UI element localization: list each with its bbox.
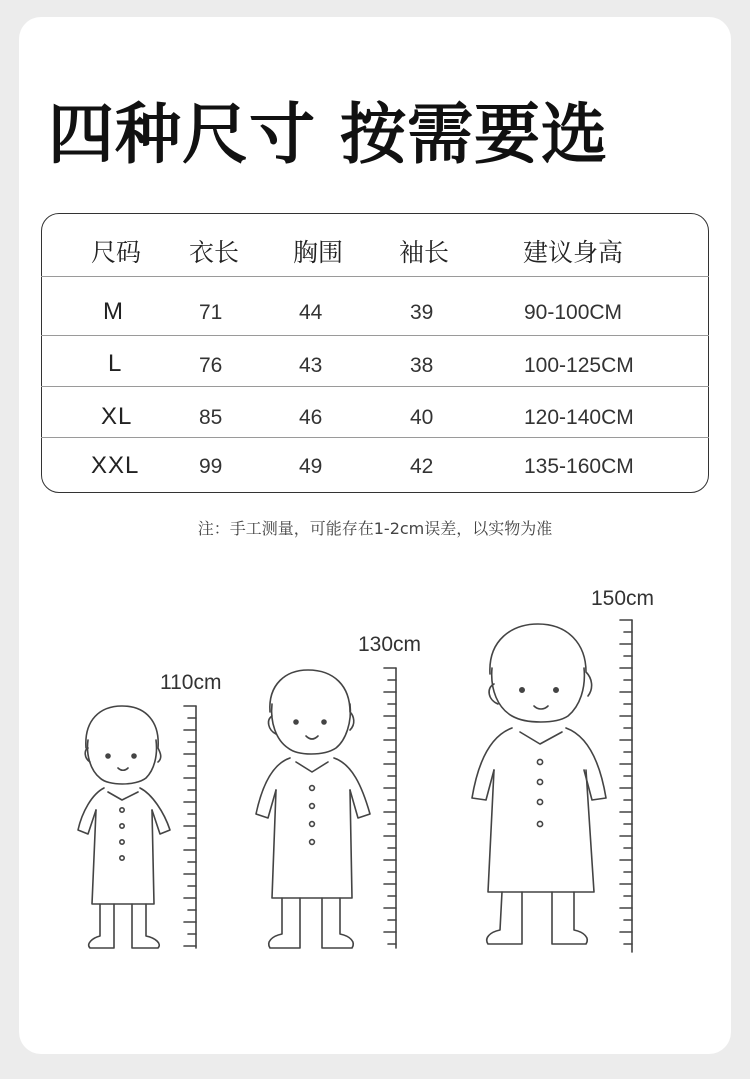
table-cell: 90-100CM (524, 301, 623, 324)
child-figure-large (472, 624, 606, 944)
table-cell: 42 (410, 455, 434, 478)
table-cell: 39 (410, 301, 434, 324)
table-cell: 38 (410, 354, 434, 377)
table-cell: 120-140CM (524, 406, 634, 429)
table-cell: 40 (410, 406, 434, 429)
child-figure-small (78, 706, 170, 948)
table-cell: 76 (199, 354, 223, 377)
height-ruler-130 (384, 668, 396, 948)
table-cell: 100-125CM (524, 354, 634, 377)
header-sleeve: 袖长 (399, 238, 450, 267)
table-cell-size: XXL (91, 452, 140, 479)
table-cell: 43 (299, 354, 323, 377)
table-cell: 99 (199, 455, 223, 478)
height-label-large: 150cm (591, 587, 655, 610)
header-size: 尺码 (91, 238, 142, 267)
child-figure-medium (256, 670, 370, 948)
page-title: 四种尺寸 按需要选 (48, 96, 608, 173)
table-cell-size: L (108, 350, 123, 377)
table-cell: 44 (299, 301, 323, 324)
table-cell: 71 (199, 301, 223, 324)
measurement-note: 注：手工测量，可能存在1-2cm误差，以实物为准 (197, 519, 553, 538)
height-ruler-150 (620, 620, 632, 952)
header-height: 建议身高 (523, 238, 624, 267)
table-cell: 85 (199, 406, 223, 429)
table-cell-size: M (103, 298, 124, 325)
height-label-medium: 130cm (358, 633, 422, 656)
header-length: 衣长 (189, 238, 240, 267)
table-cell: 49 (299, 455, 323, 478)
height-ruler-110 (184, 706, 196, 948)
table-cell-size: XL (101, 403, 133, 430)
table-cell: 46 (299, 406, 323, 429)
header-chest: 胸围 (293, 238, 344, 267)
table-cell: 135-160CM (524, 455, 634, 478)
height-label-small: 110cm (160, 671, 222, 694)
